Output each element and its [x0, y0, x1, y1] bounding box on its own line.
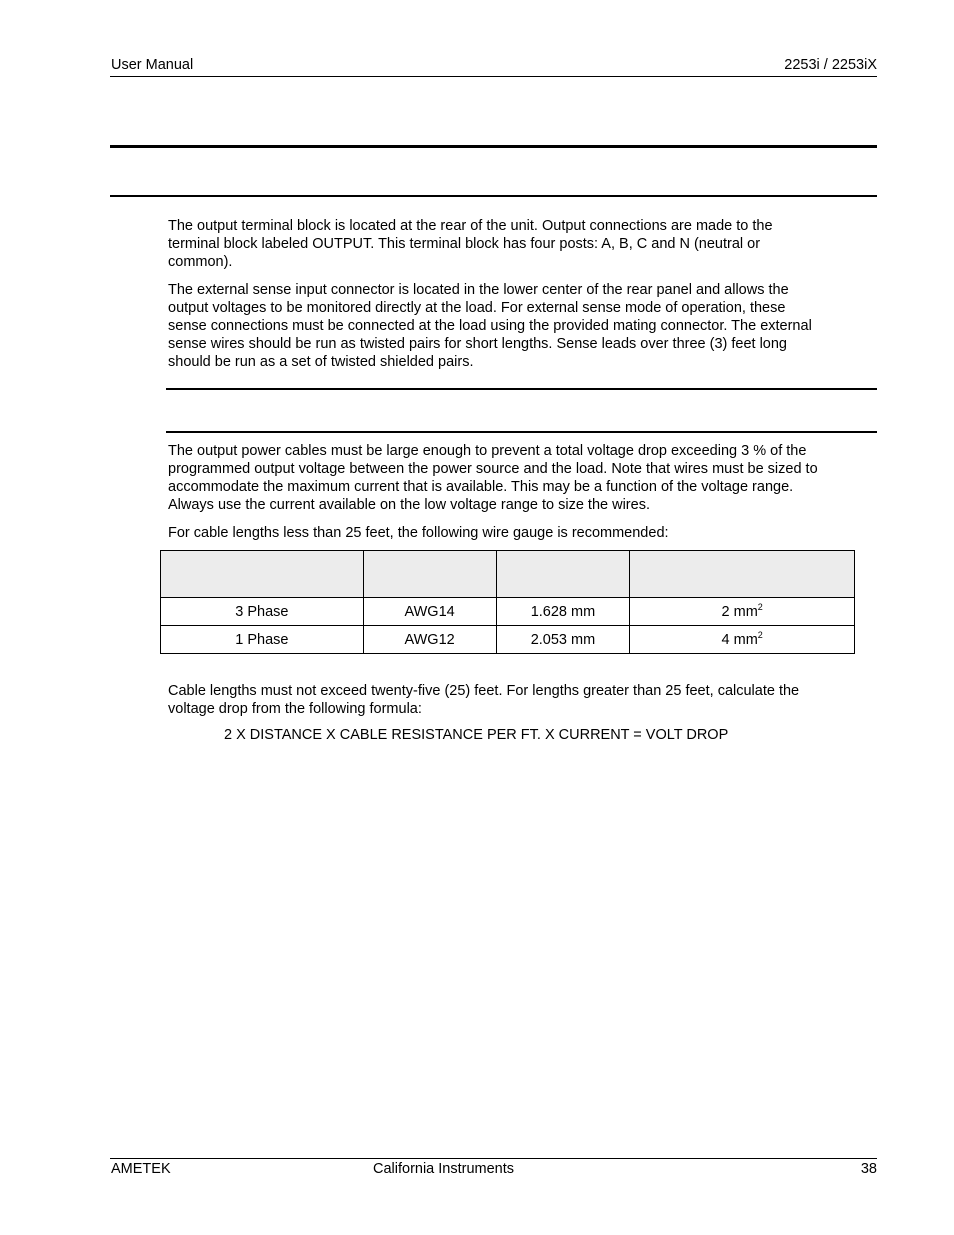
paragraph-cable-sizing: [168, 442, 874, 514]
wire-gauge-table: [160, 550, 855, 654]
text-line: Always use the current available on the low voltage range to size the wires.: [168, 497, 650, 513]
paragraph-external-sense: [168, 281, 874, 371]
table-header-cell: [161, 551, 364, 598]
text-line: should be run as a set of twisted shielded pairs.: [168, 354, 474, 370]
header-manual-title: User Manual: [111, 57, 194, 73]
voltage-drop-formula: 2 X DISTANCE X CABLE RESISTANCE PER FT. X CURRENT = VOLT DROP: [224, 727, 729, 743]
area-exponent: 2: [757, 629, 763, 640]
text-line: sense connections must be connected at the load using the provided mating connector. The external: [168, 318, 812, 334]
table-cell-area: [630, 626, 855, 654]
paragraph-output-terminal: [168, 217, 874, 271]
table-cell-area: [630, 598, 855, 626]
text-line: accommodate the maximum current that is available. This may be a function of the voltage range.: [168, 479, 794, 495]
text-line: common).: [168, 254, 233, 270]
text-line: The output power cables must be large enough to prevent a total voltage drop exceeding 3 % of the: [168, 443, 807, 459]
paragraph-cable-length: [168, 682, 874, 718]
table-cell-mode: 3 Phase: [161, 598, 364, 626]
text-line: For cable lengths less than 25 feet, the following wire gauge is recommended:: [168, 525, 669, 541]
text-line: voltage drop from the following formula:: [168, 701, 422, 717]
area-value: 4 mm: [721, 631, 758, 648]
table-cell-diameter: 1.628 mm: [496, 598, 630, 626]
table-header-cell: [363, 551, 496, 598]
footer-division: California Instruments: [373, 1161, 515, 1177]
table-cell-diameter: 2.053 mm: [496, 626, 630, 654]
text-line: The output terminal block is located at the rear of the unit. Output connections are made to the: [168, 218, 773, 234]
subsection-rule-top: [166, 388, 877, 390]
footer-divider: [110, 1158, 877, 1159]
table-header-cell: [630, 551, 855, 598]
table-row: [161, 598, 855, 626]
table-cell-awg: AWG14: [363, 598, 496, 626]
table-header-cell: [496, 551, 630, 598]
section-rule-bottom: [110, 195, 877, 197]
area-value: 2 mm: [721, 603, 758, 620]
text-line: output voltages to be monitored directly at the load. For external sense mode of operation, these: [168, 300, 786, 316]
text-line: terminal block labeled OUTPUT. This terminal block has four posts: A, B, C and N (neutral or: [168, 236, 761, 252]
paragraph-gauge-intro: [168, 524, 874, 542]
text-line: programmed output voltage between the power source and the load. Note that wires must be sized to: [168, 461, 818, 477]
table-header-row: [161, 551, 855, 598]
text-line: The external sense input connector is located in the lower center of the rear panel and allows the: [168, 282, 789, 298]
page-number: 38: [860, 1161, 877, 1177]
area-exponent: 2: [757, 601, 763, 612]
table-cell-awg: AWG12: [363, 626, 496, 654]
section-rule-top: [110, 145, 877, 148]
table-row: [161, 626, 855, 654]
header-model: 2253i / 2253iX: [784, 57, 877, 73]
text-line: sense wires should be run as twisted pairs for short lengths. Sense leads over three (3) feet long: [168, 336, 787, 352]
footer-company: AMETEK: [111, 1161, 171, 1177]
table-cell-mode: 1 Phase: [161, 626, 364, 654]
subsection-rule-bottom: [166, 431, 877, 433]
text-line: Cable lengths must not exceed twenty-five (25) feet. For lengths greater than 25 feet, calculate the: [168, 683, 800, 699]
header-divider: [110, 76, 877, 77]
